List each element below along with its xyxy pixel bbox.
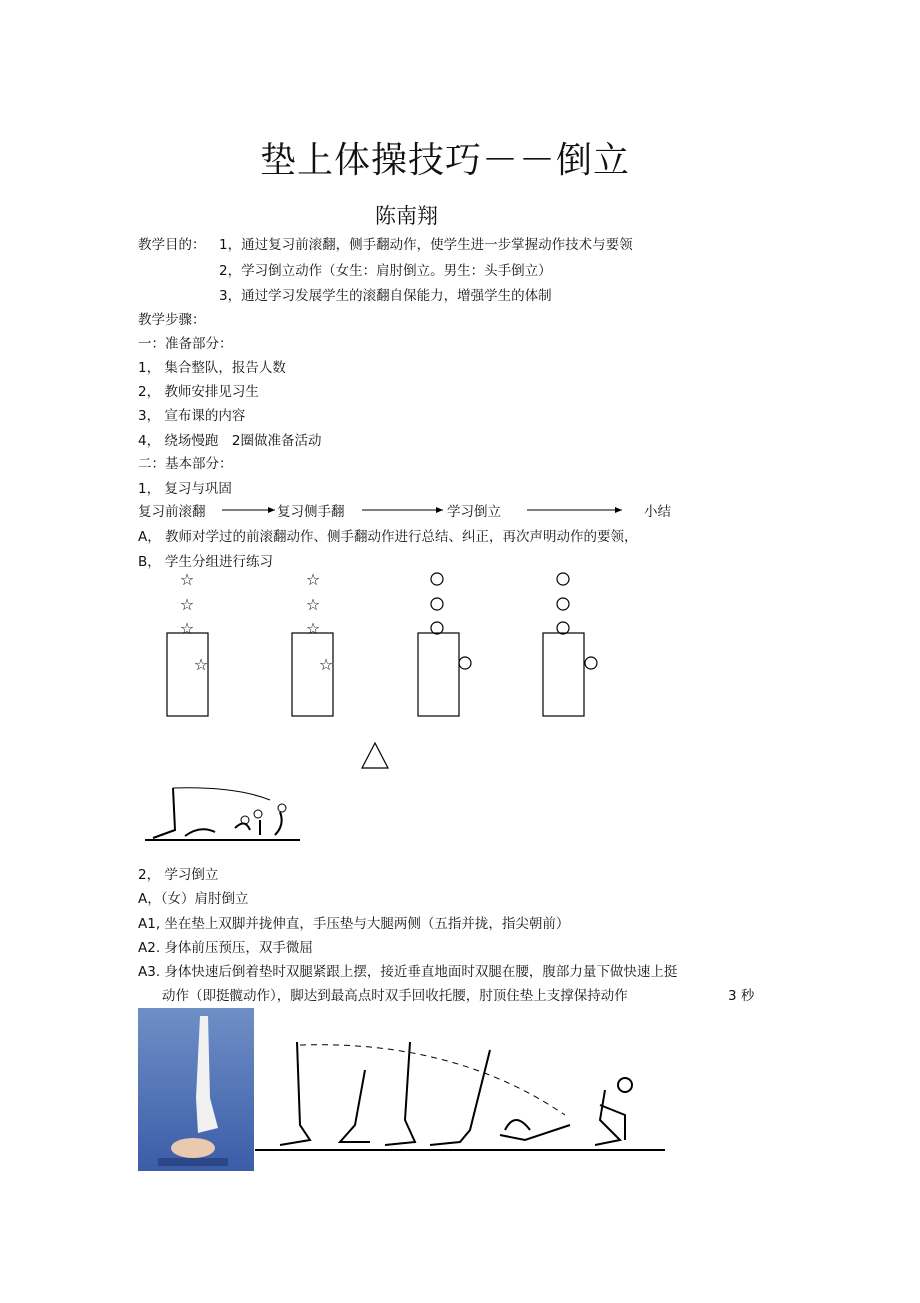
objective-1: 1，通过复习前滚翻，侧手翻动作，使学生进一步掌握动作技术与要领 bbox=[219, 237, 633, 253]
step-a3-cont: 动作（即挺髋动作），脚达到最高点时双手回收托腰，肘顶住垫上支撑保持动作 bbox=[162, 988, 628, 1004]
teacher-triangle bbox=[362, 743, 388, 768]
part1-item: 4， 绕场慢跑 2圈做准备活动 bbox=[138, 433, 322, 449]
part1-item: 2， 教师安排见习生 bbox=[138, 384, 259, 400]
part2-b: B， 学生分组进行练习 bbox=[138, 554, 274, 570]
objective-3: 3，通过学习发展学生的滚翻自保能力，增强学生的体制 bbox=[219, 288, 552, 304]
author: 陈南翔 bbox=[375, 204, 438, 228]
flow-step: 复习侧手翻 bbox=[277, 504, 345, 520]
step-a3: A3. 身体快速后倒着垫时双腿紧跟上摆，接近垂直地面时双腿在腰，腹部力量下做快速上挺 bbox=[138, 964, 678, 980]
svg-text:☆: ☆ bbox=[179, 595, 195, 614]
mat-rect bbox=[418, 633, 459, 716]
flow-step: 小结 bbox=[644, 504, 671, 520]
svg-text:☆: ☆ bbox=[305, 570, 321, 589]
group-practice-diagram bbox=[150, 568, 610, 783]
objectives-label: 教学目的： bbox=[138, 237, 206, 253]
svg-text:☆: ☆ bbox=[318, 655, 334, 674]
part2-heading: 二：基本部分： bbox=[138, 456, 233, 472]
mat-rect bbox=[167, 633, 208, 716]
shoulder-stand-photo bbox=[138, 1008, 254, 1171]
step-a3-duration: 3 秒 bbox=[728, 988, 755, 1004]
flow-step: 复习前滚翻 bbox=[138, 504, 206, 520]
step-a2: A2. 身体前压预压，双手微屈 bbox=[138, 940, 313, 956]
part1-heading: 一：准备部分： bbox=[138, 336, 233, 352]
steps-label: 教学步骤： bbox=[138, 312, 206, 328]
mat-rect bbox=[292, 633, 333, 716]
female-heading: A，（女）肩肘倒立 bbox=[138, 891, 249, 907]
part1-item: 1， 集合整队，报告人数 bbox=[138, 360, 286, 376]
svg-text:☆: ☆ bbox=[179, 619, 195, 638]
part2-item2: 2， 学习倒立 bbox=[138, 867, 219, 883]
svg-text:☆: ☆ bbox=[193, 655, 209, 674]
mat-rect bbox=[543, 633, 584, 716]
step-a1: A1, 坐在垫上双脚并拢伸直，手压垫与大腿两侧（五指并拢，指尖朝前） bbox=[138, 916, 570, 932]
svg-text:☆: ☆ bbox=[305, 595, 321, 614]
part2-a: A， 教师对学过的前滚翻动作、侧手翻动作进行总结、纠正，再次声明动作的要领， bbox=[138, 529, 638, 545]
flow-step: 学习倒立 bbox=[447, 504, 501, 520]
page-title: 垫上体操技巧－－倒立 bbox=[259, 140, 630, 181]
objective-2: 2，学习倒立动作（女生：肩肘倒立。男生：头手倒立） bbox=[219, 263, 552, 279]
svg-text:☆: ☆ bbox=[179, 570, 195, 589]
part1-item: 3， 宣布课的内容 bbox=[138, 408, 246, 424]
forward-roll-figure bbox=[145, 780, 305, 850]
shoulder-stand-sequence-figure bbox=[255, 1030, 670, 1175]
svg-text:☆: ☆ bbox=[305, 619, 321, 638]
part2-item1: 1， 复习与巩固 bbox=[138, 481, 232, 497]
